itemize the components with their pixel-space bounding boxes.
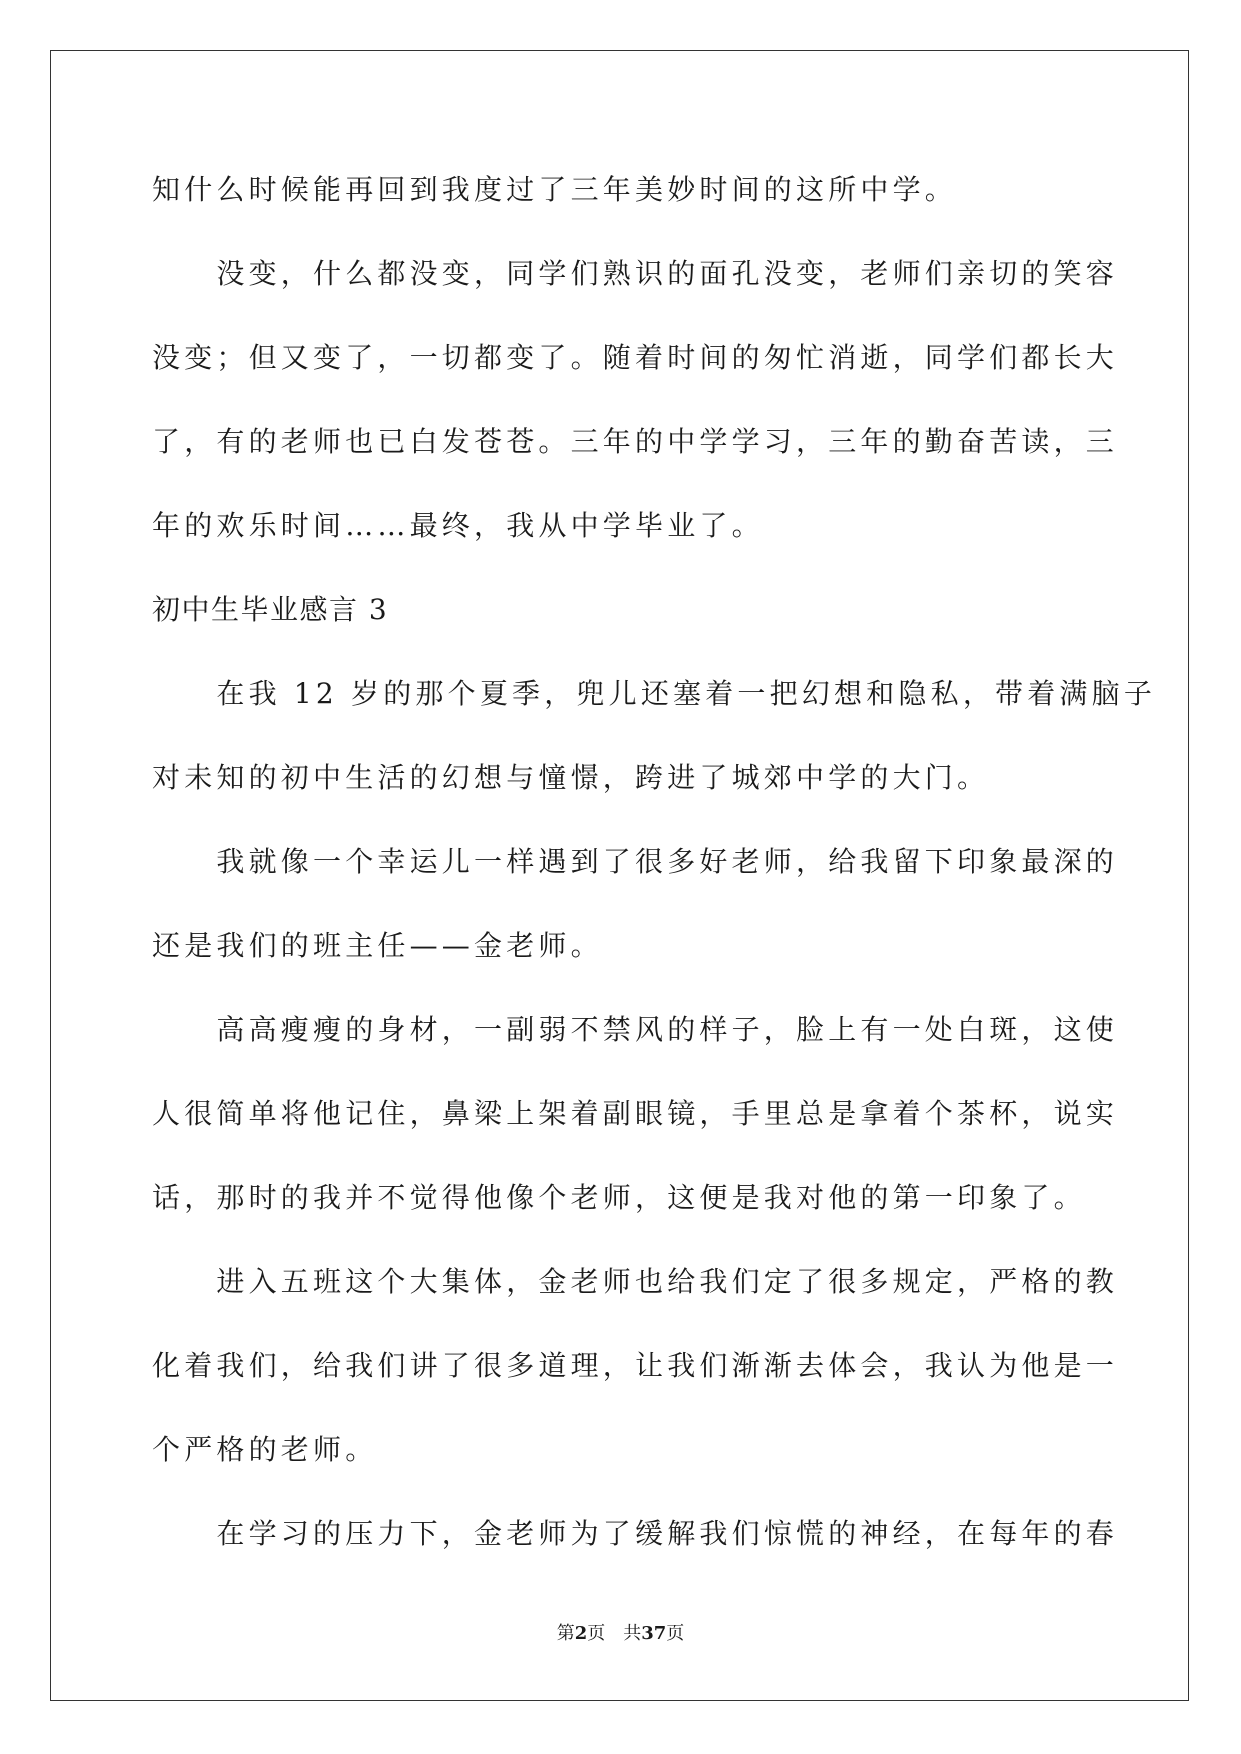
paragraph-line: 化着我们，给我们讲了很多道理，让我们渐渐去体会，我认为他是一 [152, 1349, 1119, 1382]
paragraph-line: 年的欢乐时间……最终，我从中学毕业了。 [152, 509, 764, 542]
paragraph-line: 还是我们的班主任——金老师。 [152, 929, 603, 962]
paragraph-line: 话，那时的我并不觉得他像个老师，这便是我对他的第一印象了。 [152, 1181, 1086, 1214]
paragraph-line: 个严格的老师。 [152, 1433, 378, 1466]
footer-prefix: 第 [556, 1623, 575, 1644]
current-page-number: 2 [574, 1623, 588, 1644]
paragraph-line: 人很简单将他记住，鼻梁上架着副眼镜，手里总是拿着个茶杯，说实 [152, 1097, 1119, 1130]
paragraph-line: 高高瘦瘦的身材，一副弱不禁风的样子，脸上有一处白斑，这使 [152, 1013, 1119, 1046]
paragraph-line: 进入五班这个大集体，金老师也给我们定了很多规定，严格的教 [152, 1265, 1119, 1298]
footer-suffix: 页 [666, 1623, 685, 1644]
paragraph-line: 对未知的初中生活的幻想与憧憬，跨进了城郊中学的大门。 [152, 761, 990, 794]
paragraph-line: 知什么时候能再回到我度过了三年美妙时间的这所中学。 [152, 173, 958, 206]
paragraph-line: 了，有的老师也已白发苍苍。三年的中学学习，三年的勤奋苦读，三 [152, 425, 1119, 458]
paragraph-line: 没变；但又变了，一切都变了。随着时间的匆忙消逝，同学们都长大 [152, 341, 1119, 374]
paragraph-line: 在学习的压力下，金老师为了缓解我们惊慌的神经，在每年的春 [152, 1517, 1119, 1550]
total-pages-number: 37 [641, 1623, 667, 1644]
paragraph-line: 在我 12 岁的那个夏季，兜儿还塞着一把幻想和隐私，带着满脑子 [152, 677, 1157, 710]
footer-mid: 页 共 [587, 1623, 642, 1644]
section-heading: 初中生毕业感言 3 [152, 593, 389, 626]
paragraph-line: 没变，什么都没变，同学们熟识的面孔没变，老师们亲切的笑容 [152, 257, 1119, 290]
page-footer [0, 1622, 1241, 1646]
paragraph-line: 我就像一个幸运儿一样遇到了很多好老师，给我留下印象最深的 [152, 845, 1119, 878]
